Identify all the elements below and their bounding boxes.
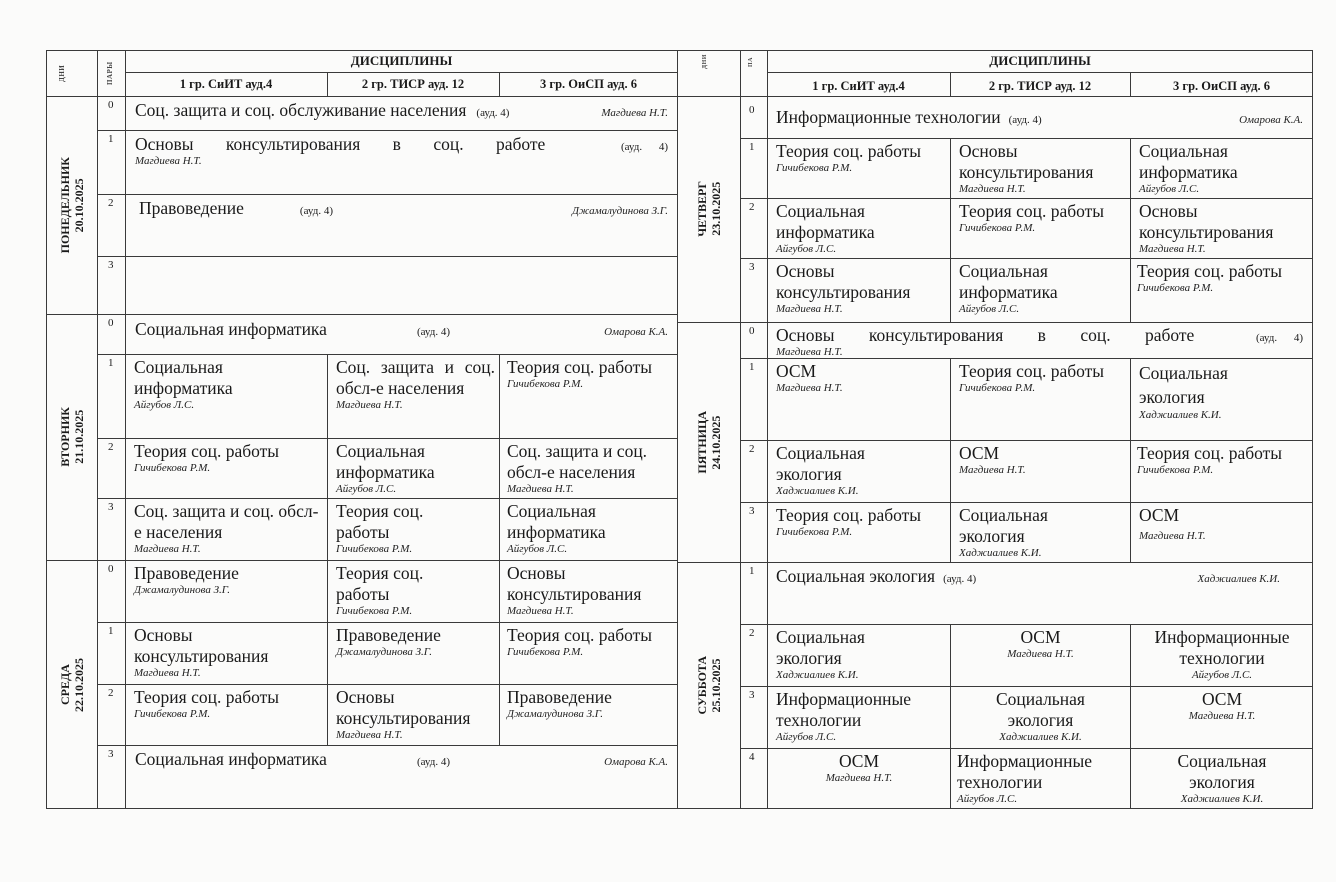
lesson-teacher: Магдиева Н.Т. [134,667,201,679]
lesson-subject: Теория соц. работы [134,441,280,461]
day-name: ВТОРНИК [57,407,72,467]
lesson-subject: ОСМ [1201,689,1243,709]
lesson-cell [328,356,499,438]
pair-number: 0 [749,325,755,337]
lesson-subject: Основы консультирования [134,625,269,666]
lesson-cell [126,356,327,438]
lesson-teacher: Магдиева Н.Т. [959,183,1026,195]
lesson-subject: Теория соц. работы [1137,261,1283,281]
lesson-subject: Теория соц. работы [336,563,424,604]
lesson-cell [328,624,499,684]
lesson-subject: Социальная информатика [336,441,435,482]
pair-number: 1 [108,133,114,145]
lesson-cell [328,500,499,560]
grid-line [740,138,1313,139]
lesson-teacher: Омарова К.А. [604,326,668,338]
grid-line [97,194,678,195]
lesson-teacher: Магдиева Н.Т. [507,605,574,617]
lesson-teacher: Гичибекова Р.М. [134,462,211,474]
lesson-cell [127,98,676,130]
lesson-cell [126,686,327,745]
lesson-subject: Основы консультирования [959,141,1094,182]
lesson-subject: Основы консультирования в соц. работе [135,134,546,154]
lesson-teacher: Магдиева Н.Т. [1188,710,1256,722]
day-name: ПЯТНИЦА [694,410,709,474]
grid-line [46,314,678,315]
lesson-teacher: Айгубов Л.С. [776,243,837,255]
pair-number: 1 [749,361,755,373]
lesson-subject: Социальная экология [1177,751,1267,792]
grid-line [97,438,678,439]
lesson-subject: Теория соц. работы [507,625,653,645]
lesson-subject: Социальная экология [776,443,865,484]
lesson-cell [500,500,678,560]
lesson-subject: Социальная информатика [135,319,327,339]
lesson-subject: Правоведение [507,687,612,707]
lesson-teacher: Магдиева Н.Т. [336,399,403,411]
lesson-subject: Социальная экология [776,627,865,668]
lesson-teacher: Магдиева Н.Т. [336,729,403,741]
lesson-cell [768,750,950,808]
grid-line [740,258,1313,259]
lesson-room: (ауд. 4) [1255,332,1303,344]
lesson-subject: Социальная информатика [135,749,327,769]
lesson-room: (ауд. 4) [416,756,450,768]
grid-line [97,498,678,499]
pairs-column-header: ПА [748,57,754,67]
lesson-teacher: Магдиева Н.Т. [1139,243,1206,255]
lesson-subject: Теория соц. работы [1137,443,1283,463]
lesson-subject: Информационные технологии [776,107,1001,127]
day-label-thursday [677,96,740,322]
day-date: 23.10.2025 [708,182,723,236]
pair-number: 3 [749,689,755,701]
lesson-teacher: Магдиева Н.Т. [134,543,201,555]
pair-number: 2 [108,687,114,699]
lesson-subject: ОСМ [959,443,1000,463]
lesson-teacher: Айгубов Л.С. [957,793,1018,805]
lesson-teacher: Магдиева Н.Т. [1007,648,1074,660]
day-date: 24.10.2025 [708,415,723,469]
lesson-teacher: Магдиева Н.Т. [959,464,1026,476]
day-name: СРЕДА [57,664,72,705]
lesson-teacher: Хаджиалиев К.И. [1197,573,1280,585]
group-3-header: 3 гр. ОиСП ауд. 6 [540,77,637,91]
day-date: 22.10.2025 [71,657,86,712]
lesson-subject: Социальная информатика [959,261,1058,302]
lesson-cell [951,504,1130,562]
grid-line [740,198,1313,199]
lesson-cell [768,504,950,562]
day-label-friday [677,322,740,562]
grid-line [46,560,678,561]
lesson-teacher: Айгубов Л.С. [1139,183,1200,195]
lesson-subject: Информационные технологии [957,751,1093,792]
lesson-subject: Соц. защита и соц. обслуживание населения [135,100,467,120]
lesson-teacher: Гичибекова Р.М. [776,526,853,538]
lesson-teacher: Омарова К.А. [1239,114,1303,126]
disciplines-header: ДИСЦИПЛИНЫ [350,53,453,68]
lesson-subject: Основы консультирования в соц. работе [776,325,1195,345]
pair-number: 1 [108,625,114,637]
lesson-teacher: Айгубов Л.С. [336,483,397,495]
lesson-room: (ауд. 4) [299,205,333,217]
lesson-cell [1131,504,1313,562]
lesson-teacher: Джамалудинова З.Г. [507,708,603,720]
lesson-subject: Социальная экология [776,566,936,586]
pair-number: 0 [749,104,755,116]
lesson-subject: Основы консультирования [336,687,471,728]
lesson-teacher: Айгубов Л.С. [959,303,1020,315]
day-label-tuesday [46,314,97,560]
lesson-cell [1131,140,1313,198]
grid-line [46,96,678,97]
lesson-subject: Информационные технологии [776,689,912,730]
pair-number: 2 [108,197,114,209]
lesson-teacher: Хаджиалиев К.И. [999,731,1082,743]
grid-line [97,130,678,131]
lesson-subject: Социальная экология [996,689,1085,730]
lesson-teacher: Джамалудинова З.Г. [572,205,668,217]
lesson-cell [126,500,327,560]
pair-number: 3 [108,748,114,760]
group-3-header: 3 гр. ОиСП ауд. 6 [1173,79,1270,93]
pair-number: 2 [108,441,114,453]
lesson-teacher: Хаджиалиев К.И. [1180,793,1264,805]
lesson-cell [768,442,950,502]
lesson-room: (ауд. 4) [476,107,510,119]
lesson-cell [1131,442,1313,502]
lesson-teacher: Магдиева Н.Т. [776,382,843,394]
lesson-cell [768,105,1311,138]
lesson-cell [768,260,950,322]
lesson-teacher: Гичибекова Р.М. [1137,282,1214,294]
day-date: 25.10.2025 [708,658,723,713]
lesson-room: (ауд. 4) [620,141,668,153]
grid-line [97,50,98,809]
lesson-cell [1131,260,1313,322]
lesson-cell [500,624,678,684]
grid-line [740,748,1313,749]
lesson-teacher: Айгубов Л.С. [134,399,195,411]
pair-number: 1 [108,357,114,369]
lesson-cell [951,626,1130,686]
grid-line [97,256,678,257]
grid-line [97,354,678,355]
lesson-teacher: Джамалудинова З.Г. [336,646,432,658]
lesson-teacher: Гичибекова Р.М. [507,646,584,658]
lesson-teacher: Магдиева Н.Т. [1139,530,1206,542]
lesson-cell [127,317,676,354]
lesson-teacher: Гичибекова Р.М. [1137,464,1214,476]
lesson-cell [951,688,1130,748]
lesson-cell [768,200,950,258]
lesson-subject: Социальная информатика [134,357,233,398]
grid-line [740,50,741,809]
days-column-header: ДНИ [58,64,66,82]
pair-number: 1 [749,565,755,577]
lesson-teacher: Гичибекова Р.М. [507,378,584,390]
pair-number: 3 [108,501,114,513]
lesson-cell [768,564,1288,624]
grid-line [740,440,1313,441]
lesson-subject: Правоведение [134,563,239,583]
lesson-teacher: Хаджиалиев К.И. [1139,409,1222,421]
lesson-cell [1131,360,1313,440]
lesson-subject: Правоведение [336,625,441,645]
lesson-cell [951,360,1130,440]
lesson-cell [1131,200,1313,258]
lesson-subject: Соц. защита и соц. обсл-е населения [507,441,648,482]
pair-number: 0 [108,99,114,111]
lesson-cell [768,323,1311,358]
grid-line [740,502,1313,503]
lesson-subject: Информационные технологии [1154,627,1290,668]
lesson-subject: Социальная экология [959,505,1048,546]
days-column-header: ДНИ [702,54,708,70]
lesson-cell [127,132,676,194]
lesson-cell [500,356,678,438]
pair-number: 3 [749,261,755,273]
lesson-subject: Теория соц. работы [134,687,280,707]
lesson-cell [127,747,676,807]
pair-number: 2 [749,627,755,639]
lesson-teacher: Гичибекова Р.М. [336,543,413,555]
lesson-subject: Основы консультирования [507,563,642,604]
grid-line [740,358,1313,359]
lesson-cell [328,686,499,745]
pair-number: 3 [749,505,755,517]
lesson-cell [500,562,678,622]
lesson-subject: Социальная экология [1139,363,1228,407]
lesson-room: (ауд. 4) [416,326,450,338]
lesson-teacher: Айгубов Л.С. [776,731,837,743]
lesson-cell [768,626,950,686]
lesson-cell [500,686,678,745]
lesson-subject: Теория соц. работы [776,505,922,525]
lesson-teacher: Омарова К.А. [604,756,668,768]
lesson-cell [951,442,1130,502]
pair-number: 2 [749,201,755,213]
group-2-header: 2 гр. ТИСР ауд. 12 [988,79,1092,93]
lesson-teacher: Магдиева Н.Т. [135,155,202,167]
lesson-cell [126,440,327,498]
lesson-subject: Теория соц. работы [959,361,1105,381]
lesson-cell [500,440,678,498]
grid-line [125,72,678,73]
lesson-cell [768,360,950,440]
grid-line [677,562,1313,563]
grid-line [740,624,1313,625]
lesson-teacher: Магдиева Н.Т. [825,772,893,784]
lesson-cell [126,624,327,684]
grid-line [767,72,1313,73]
pair-number: 4 [749,751,755,763]
lesson-room: (ауд. 4) [1008,114,1042,126]
lesson-teacher: Магдиева Н.Т. [776,303,843,315]
lesson-teacher: Айгубов Л.С. [1191,669,1253,681]
day-date: 21.10.2025 [71,410,86,464]
lesson-teacher: Магдиева Н.Т. [601,107,668,119]
lesson-teacher: Джамалудинова З.Г. [134,584,230,596]
grid-line [97,622,678,623]
grid-line [97,745,678,746]
pair-number: 0 [108,563,114,575]
lesson-cell [126,562,327,622]
pairs-column-header: ПАРЫ [106,61,114,85]
lesson-cell [768,688,950,748]
lesson-subject: ОСМ [1139,505,1180,525]
lesson-subject: Социальная информатика [1139,141,1238,182]
day-label-wednesday [46,560,97,809]
grid-line [97,684,678,685]
group-2-header: 2 гр. ТИСР ауд. 12 [361,77,465,91]
lesson-cell [328,562,499,622]
lesson-teacher: Магдиева Н.Т. [776,346,843,358]
lesson-subject: ОСМ [776,361,817,381]
lesson-teacher: Гичибекова Р.М. [134,708,211,720]
lesson-subject: Соц. защита и соц. обсл-е населения [336,357,495,398]
lesson-cell [768,140,950,198]
lesson-teacher: Гичибекова Р.М. [959,382,1036,394]
pair-number: 2 [749,443,755,455]
lesson-subject: Теория соц. работы [959,201,1105,221]
lesson-teacher: Гичибекова Р.М. [336,605,413,617]
lesson-subject: Теория соц. работы [507,357,653,377]
group-1-header: 1 гр. СиИТ ауд.4 [179,77,273,91]
lesson-teacher: Хаджиалиев К.И. [776,485,859,497]
lesson-cell [1131,626,1313,686]
lesson-cell [1131,688,1313,748]
lesson-cell [1131,750,1313,808]
grid-line [677,96,1313,97]
lesson-teacher: Хаджиалиев К.И. [959,547,1042,559]
lesson-cell [328,440,499,498]
day-name: ЧЕТВЕРГ [694,181,709,237]
lesson-teacher: Айгубов Л.С. [507,543,568,555]
day-name: СУББОТА [694,656,709,715]
lesson-subject: Социальная информатика [507,501,606,542]
lesson-teacher: Гичибекова Р.М. [959,222,1036,234]
lesson-subject: Основы консультирования [1139,201,1274,242]
lesson-teacher: Гичибекова Р.М. [776,162,853,174]
group-1-header: 1 гр. СиИТ ауд.4 [812,79,905,93]
lesson-subject: Социальная информатика [776,201,875,242]
lesson-cell [131,196,676,256]
lesson-cell [951,200,1130,258]
pair-number: 3 [108,259,114,271]
lesson-subject: Основы консультирования [776,261,911,302]
grid-line [740,686,1313,687]
lesson-cell [951,140,1130,198]
day-label-saturday [677,562,740,809]
day-name: ПОНЕДЕЛЬНИК [57,156,72,254]
lesson-cell [951,750,1130,808]
lesson-subject: ОСМ [838,751,880,771]
lesson-subject: Теория соц. работы [336,501,424,542]
lesson-teacher: Хаджиалиев К.И. [776,669,859,681]
day-label-monday [46,96,97,314]
pair-number: 1 [749,141,755,153]
lesson-teacher: Магдиева Н.Т. [507,483,574,495]
pair-number: 0 [108,317,114,329]
day-date: 20.10.2025 [71,178,86,232]
disciplines-header: ДИСЦИПЛИНЫ [989,53,1091,68]
lesson-room: (ауд. 4) [943,573,977,585]
lesson-subject: Правоведение [139,198,244,218]
lesson-subject: Соц. защита и соц. обсл-е населения [134,501,319,542]
lesson-subject: Теория соц. работы [776,141,922,161]
lesson-subject: ОСМ [1020,627,1061,647]
lesson-cell [951,260,1130,322]
